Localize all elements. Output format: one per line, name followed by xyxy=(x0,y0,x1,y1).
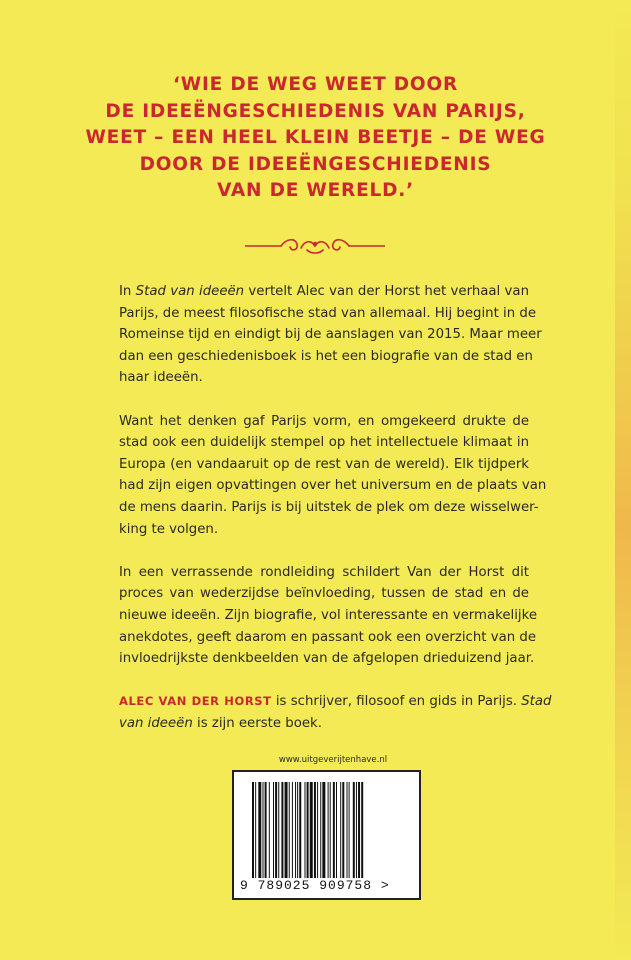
quote-line: DE IDEEËNGESCHIEDENIS VAN PARIJS, xyxy=(105,100,526,122)
paragraph-2 xyxy=(119,411,547,541)
paragraph-1 xyxy=(119,281,542,389)
barcode-bars xyxy=(252,782,404,878)
pull-quote xyxy=(60,72,571,205)
barcode-bar xyxy=(278,782,279,878)
barcode-bar xyxy=(353,782,355,878)
publisher-website: www.uitgeverijtenhave.nl xyxy=(278,755,388,765)
barcode-bar xyxy=(275,782,277,878)
barcode-bar xyxy=(358,782,360,878)
barcode-bar xyxy=(356,782,357,878)
cover-edge-decoration xyxy=(615,0,631,960)
quote-line: DOOR DE IDEEËNGESCHIEDENIS xyxy=(139,153,492,175)
text-line: proces van wederzijdse beïnvloeding, tussen de stad en de xyxy=(119,586,529,602)
barcode-bar xyxy=(361,782,363,878)
author-bio xyxy=(119,691,552,734)
barcode-bar xyxy=(297,782,298,878)
text-line: dan een geschiedenisboek is het een biografie van de stad en xyxy=(119,348,533,364)
text-line: stad ook een duidelijk stempel op het intellectuele klimaat in xyxy=(119,435,529,451)
barcode-bar xyxy=(299,782,301,878)
barcode-bar xyxy=(336,782,337,878)
text-line: van ideeën is zijn eerste boek. xyxy=(119,715,322,731)
quote-line: VAN DE WERELD.’ xyxy=(217,180,414,201)
text-line: In Stad van ideeën vertelt Alec van der Horst het verhaal van xyxy=(119,284,530,299)
text-line: Romeinse tijd en eindigt bij de aanslagen van 2015. Maar meer xyxy=(119,327,542,343)
barcode-bar xyxy=(340,782,341,878)
text-line: de mens daarin. Parijs is bij uitstek de plek om deze wisselwer- xyxy=(119,499,539,515)
barcode-bar xyxy=(273,782,274,878)
paragraph-3 xyxy=(119,562,538,670)
barcode-bar xyxy=(305,782,306,878)
barcode-bar xyxy=(307,782,309,878)
barcode-bar xyxy=(314,782,316,878)
text-line: invloedrijkste denkbeelden van de afgelopen drieduizend jaar. xyxy=(119,651,535,667)
text-line: had zijn eigen opvattingen over het universum en de plaats van xyxy=(119,478,547,494)
flourish-ornament-icon xyxy=(245,234,385,258)
text-line: nieuwe ideeën. Zijn biografie, vol interessante en vermakelijke xyxy=(119,607,538,623)
barcode-bar xyxy=(322,782,325,878)
barcode-bar xyxy=(295,782,296,878)
isbn-number: 9 789025 909758 > xyxy=(240,878,390,893)
barcode-bar xyxy=(289,782,290,878)
barcode-bar xyxy=(347,782,348,878)
author-name: ALEC VAN DER HORST xyxy=(119,694,272,709)
barcode-bar xyxy=(281,782,283,878)
text-line: Parijs, de meest filosofische stad van allemaal. Hij begint in de xyxy=(119,305,537,321)
text-line: anekdotes, geeft daarom en passant ook een overzicht van de xyxy=(119,629,537,645)
text-line: In een verrassende rondleiding schildert Van der Horst dit xyxy=(119,564,529,580)
barcode-bar xyxy=(342,782,344,878)
quote-line: ‘WIE DE WEG WEET DOOR xyxy=(172,74,459,95)
barcode-bar xyxy=(255,782,256,878)
text-line: ALEC VAN DER HORST is schrijver, filosoof en gids in Parijs. Stad xyxy=(119,694,552,710)
text-line: haar ideeën. xyxy=(119,370,203,386)
text-line: king te volgen. xyxy=(119,521,219,537)
barcode-bar xyxy=(252,782,254,878)
quote-line: WEET – EEN HEEL KLEIN BEETJE – DE WEG xyxy=(85,127,546,148)
barcode-bar xyxy=(258,782,261,878)
text-line: Want het denken gaf Parijs vorm, en omgekeerd drukte de xyxy=(119,413,529,429)
barcode-bar xyxy=(328,782,329,878)
isbn-barcode xyxy=(232,770,421,900)
barcode-bar xyxy=(333,782,335,878)
text-line: Europa (en vandaaruit op de rest van de wereld). Elk tijdperk xyxy=(119,456,529,472)
barcode-bar xyxy=(349,782,350,878)
barcode-bar xyxy=(317,782,318,878)
barcode-bar xyxy=(285,782,288,878)
barcode-bar xyxy=(320,782,321,878)
barcode-bar xyxy=(265,782,267,878)
book-title-italic: Stad van ideeën xyxy=(135,284,245,299)
barcode-bar xyxy=(263,782,264,878)
barcode-bar xyxy=(330,782,331,878)
description-text xyxy=(119,281,552,756)
barcode-bar xyxy=(310,782,313,878)
barcode-bar xyxy=(269,782,270,878)
barcode-bar xyxy=(292,782,293,878)
